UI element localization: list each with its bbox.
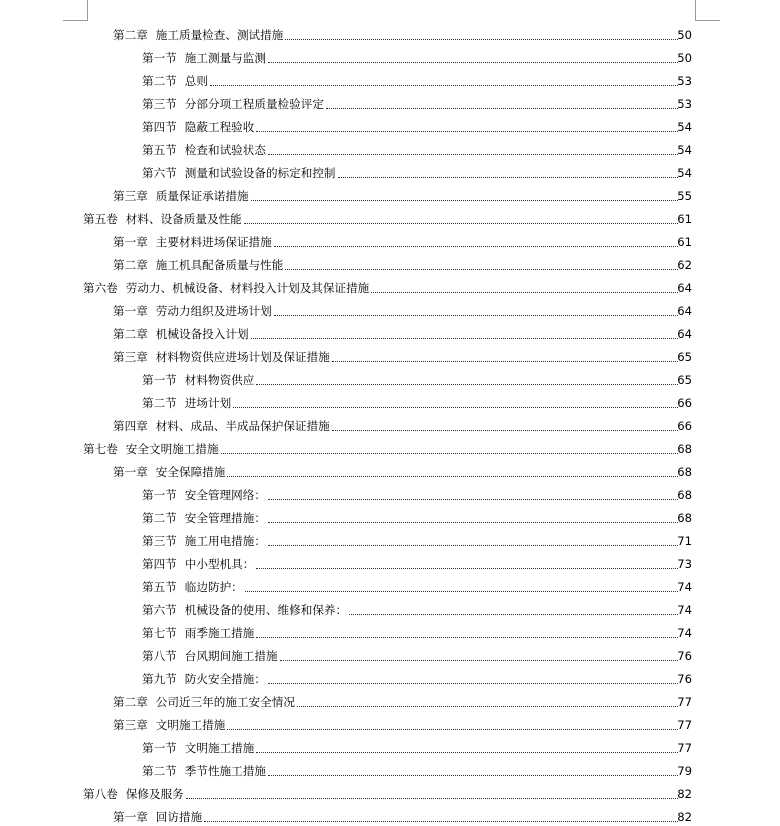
toc-entry-label xyxy=(142,649,278,663)
toc-entry-title: 进场计划 xyxy=(184,396,232,410)
toc-page-number: 74 xyxy=(677,580,692,594)
toc-entry[interactable] xyxy=(0,136,780,159)
toc-page-number: 61 xyxy=(677,212,692,226)
toc-entry-number: 第五节 xyxy=(142,580,177,594)
toc-page-number: 79 xyxy=(677,764,692,778)
toc-entry-title: 材料、设备质量及性能 xyxy=(125,212,242,226)
toc-entry[interactable] xyxy=(0,113,780,136)
toc-entry-number: 第四节 xyxy=(142,120,177,134)
toc-entry-label xyxy=(113,235,272,249)
toc-entry-number: 第一节 xyxy=(142,741,177,755)
toc-entry[interactable] xyxy=(0,90,780,113)
toc-entry-title: 回访措施 xyxy=(155,810,203,824)
toc-entry-label xyxy=(83,787,184,801)
toc-entry-label xyxy=(83,212,242,226)
toc-entry-number: 第二章 xyxy=(113,695,148,709)
toc-entry[interactable] xyxy=(0,481,780,504)
toc-entry-number: 第三章 xyxy=(113,189,148,203)
toc-page-number: 76 xyxy=(677,649,692,663)
toc-entry-title: 防火安全措施： xyxy=(184,672,266,686)
toc-entry[interactable] xyxy=(0,642,780,665)
toc-page-number: 64 xyxy=(677,327,692,341)
toc-entry[interactable] xyxy=(0,757,780,780)
toc-entry[interactable] xyxy=(0,665,780,688)
toc-entry-title: 季节性施工措施 xyxy=(184,764,266,778)
toc-entry[interactable] xyxy=(0,320,780,343)
toc-entry-title: 安全文明施工措施 xyxy=(125,442,219,456)
toc-entry-title: 施工用电措施： xyxy=(184,534,266,548)
toc-page-number: 76 xyxy=(677,672,692,686)
toc-entry-label xyxy=(142,557,254,571)
toc-entry-number: 第七卷 xyxy=(83,442,118,456)
toc-entry[interactable] xyxy=(0,297,780,320)
toc-entry-label xyxy=(142,143,266,157)
toc-entry-number: 第二节 xyxy=(142,764,177,778)
toc-entry-number: 第一章 xyxy=(113,465,148,479)
toc-entry-title: 劳动力、机械设备、材料投入计划及其保证措施 xyxy=(125,281,370,295)
toc-page-number: 82 xyxy=(677,787,692,801)
toc-page-number: 54 xyxy=(677,143,692,157)
toc-entry-title: 施工质量检查、测试措施 xyxy=(155,28,284,42)
toc-page-number: 50 xyxy=(677,28,692,42)
toc-entry[interactable] xyxy=(0,458,780,481)
toc-entry-title: 公司近三年的施工安全情况 xyxy=(155,695,295,709)
toc-entry-label xyxy=(142,74,208,88)
toc-page-number: 77 xyxy=(677,718,692,732)
toc-entry-title: 质量保证承诺措施 xyxy=(155,189,249,203)
toc-entry-number: 第一章 xyxy=(113,235,148,249)
toc-page-number: 65 xyxy=(677,350,692,364)
toc-entry-label xyxy=(142,534,266,548)
toc-entry-number: 第一节 xyxy=(142,488,177,502)
toc-page-number: 53 xyxy=(677,74,692,88)
toc-entry-title: 材料物资供应进场计划及保证措施 xyxy=(155,350,330,364)
toc-entry-number: 第八节 xyxy=(142,649,177,663)
toc-entry-label xyxy=(113,327,249,341)
toc-entry-title: 测量和试验设备的标定和控制 xyxy=(184,166,336,180)
toc-entry[interactable] xyxy=(0,366,780,389)
toc-entry[interactable] xyxy=(0,688,780,711)
toc-entry-label xyxy=(142,741,254,755)
toc-page-number: 74 xyxy=(677,626,692,640)
toc-entry-number: 第三章 xyxy=(113,350,148,364)
toc-page-number: 62 xyxy=(677,258,692,272)
toc-entry[interactable] xyxy=(0,205,780,228)
toc-entry[interactable] xyxy=(0,734,780,757)
toc-entry[interactable] xyxy=(0,159,780,182)
toc-entry-number: 第三章 xyxy=(113,718,148,732)
toc-entry[interactable] xyxy=(0,274,780,297)
toc-entry[interactable] xyxy=(0,44,780,67)
toc-page-number: 74 xyxy=(677,603,692,617)
toc-page-number: 50 xyxy=(677,51,692,65)
toc-entry-number: 第六节 xyxy=(142,166,177,180)
page-corner-mark-left xyxy=(63,0,88,21)
toc-page-number: 68 xyxy=(677,488,692,502)
toc-entry[interactable] xyxy=(0,412,780,435)
toc-entry-title: 临边防护： xyxy=(184,580,243,594)
toc-entry-title: 劳动力组织及进场计划 xyxy=(155,304,272,318)
toc-entry-number: 第二章 xyxy=(113,28,148,42)
toc-entry-label xyxy=(142,764,266,778)
toc-page-number: 68 xyxy=(677,442,692,456)
toc-page-number: 53 xyxy=(677,97,692,111)
toc-entry[interactable] xyxy=(0,21,780,44)
toc-page-number: 65 xyxy=(677,373,692,387)
toc-entry-label xyxy=(113,810,202,824)
toc-entry-title: 保修及服务 xyxy=(125,787,184,801)
toc-page-number: 66 xyxy=(677,396,692,410)
toc-entry-number: 第六节 xyxy=(142,603,177,617)
toc-entry-title: 分部分项工程质量检验评定 xyxy=(184,97,324,111)
toc-page-number: 71 xyxy=(677,534,692,548)
table-of-contents xyxy=(0,21,780,826)
toc-entry-number: 第一节 xyxy=(142,51,177,65)
toc-entry-title: 台风期间施工措施 xyxy=(184,649,278,663)
toc-entry[interactable] xyxy=(0,251,780,274)
toc-entry-title: 中小型机具： xyxy=(184,557,255,571)
toc-entry-label xyxy=(113,695,295,709)
toc-entry[interactable] xyxy=(0,389,780,412)
toc-entry-number: 第八卷 xyxy=(83,787,118,801)
toc-entry-label xyxy=(142,672,266,686)
toc-entry-number: 第二节 xyxy=(142,396,177,410)
toc-entry-number: 第一节 xyxy=(142,373,177,387)
toc-entry-title: 文明施工措施 xyxy=(184,741,255,755)
toc-entry-label xyxy=(113,718,225,732)
toc-page-number: 68 xyxy=(677,511,692,525)
toc-page-number: 54 xyxy=(677,166,692,180)
toc-entry[interactable] xyxy=(0,228,780,251)
toc-entry[interactable] xyxy=(0,711,780,734)
toc-entry-label xyxy=(113,189,249,203)
toc-entry-number: 第五节 xyxy=(142,143,177,157)
toc-entry-label xyxy=(142,97,324,111)
toc-entry-number: 第二节 xyxy=(142,74,177,88)
toc-page-number: 68 xyxy=(677,465,692,479)
toc-entry-label xyxy=(113,258,283,272)
toc-page-number: 61 xyxy=(677,235,692,249)
toc-entry-number: 第一章 xyxy=(113,304,148,318)
toc-page-number: 77 xyxy=(677,741,692,755)
toc-page-number: 73 xyxy=(677,557,692,571)
toc-entry-number: 第六卷 xyxy=(83,281,118,295)
toc-entry-number: 第二章 xyxy=(113,327,148,341)
toc-entry-title: 文明施工措施 xyxy=(155,718,226,732)
toc-entry-number: 第四节 xyxy=(142,557,177,571)
toc-entry-number: 第九节 xyxy=(142,672,177,686)
toc-entry-title: 检查和试验状态 xyxy=(184,143,266,157)
toc-entry-label xyxy=(83,281,369,295)
toc-entry-title: 施工测量与监测 xyxy=(184,51,266,65)
toc-entry-title: 主要材料进场保证措施 xyxy=(155,235,272,249)
toc-entry-label xyxy=(113,304,272,318)
toc-entry-title: 隐蔽工程验收 xyxy=(184,120,255,134)
toc-entry[interactable] xyxy=(0,504,780,527)
toc-entry-label xyxy=(142,373,254,387)
toc-entry[interactable] xyxy=(0,550,780,573)
toc-entry-label xyxy=(142,166,336,180)
toc-page-number: 77 xyxy=(677,695,692,709)
toc-entry-title: 安全保障措施 xyxy=(155,465,226,479)
toc-page-number: 64 xyxy=(677,281,692,295)
toc-entry-label xyxy=(142,511,266,525)
toc-entry-number: 第五卷 xyxy=(83,212,118,226)
toc-entry[interactable] xyxy=(0,527,780,550)
toc-entry[interactable] xyxy=(0,596,780,619)
toc-entry-label xyxy=(142,580,243,594)
toc-entry-number: 第一章 xyxy=(113,810,148,824)
toc-entry-title: 雨季施工措施 xyxy=(184,626,255,640)
toc-entry-number: 第四章 xyxy=(113,419,148,433)
toc-page-number: 54 xyxy=(677,120,692,134)
toc-page-number: 64 xyxy=(677,304,692,318)
toc-entry-label xyxy=(113,465,225,479)
toc-entry-label xyxy=(83,442,219,456)
toc-entry-number: 第三节 xyxy=(142,97,177,111)
toc-entry-label xyxy=(142,51,266,65)
toc-page-number: 82 xyxy=(677,810,692,824)
toc-page-number: 55 xyxy=(677,189,692,203)
toc-entry[interactable] xyxy=(0,67,780,90)
toc-entry-label xyxy=(113,419,330,433)
toc-entry-label xyxy=(113,28,283,42)
toc-entry-title: 机械设备投入计划 xyxy=(155,327,249,341)
toc-entry[interactable] xyxy=(0,343,780,366)
toc-entry-title: 总则 xyxy=(184,74,208,88)
toc-entry-label xyxy=(142,626,254,640)
toc-entry-number: 第二章 xyxy=(113,258,148,272)
toc-entry[interactable] xyxy=(0,619,780,642)
toc-entry-number: 第三节 xyxy=(142,534,177,548)
toc-entry-label xyxy=(142,396,231,410)
toc-entry[interactable] xyxy=(0,182,780,205)
toc-entry-title: 安全管理措施： xyxy=(184,511,266,525)
toc-entry-title: 材料、成品、半成品保护保证措施 xyxy=(155,419,330,433)
toc-entry-title: 机械设备的使用、维修和保养： xyxy=(184,603,348,617)
toc-entry-label xyxy=(113,350,330,364)
toc-entry-number: 第二节 xyxy=(142,511,177,525)
toc-entry-label xyxy=(142,603,347,617)
toc-entry-title: 材料物资供应 xyxy=(184,373,255,387)
toc-entry-title: 安全管理网络： xyxy=(184,488,266,502)
page-corner-mark-right xyxy=(695,0,720,21)
toc-page-number: 66 xyxy=(677,419,692,433)
toc-entry[interactable] xyxy=(0,435,780,458)
toc-entry-number: 第七节 xyxy=(142,626,177,640)
toc-entry-label xyxy=(142,488,266,502)
toc-entry[interactable] xyxy=(0,573,780,596)
toc-entry-label xyxy=(142,120,254,134)
toc-entry[interactable] xyxy=(0,780,780,803)
toc-entry-title: 施工机具配备质量与性能 xyxy=(155,258,284,272)
